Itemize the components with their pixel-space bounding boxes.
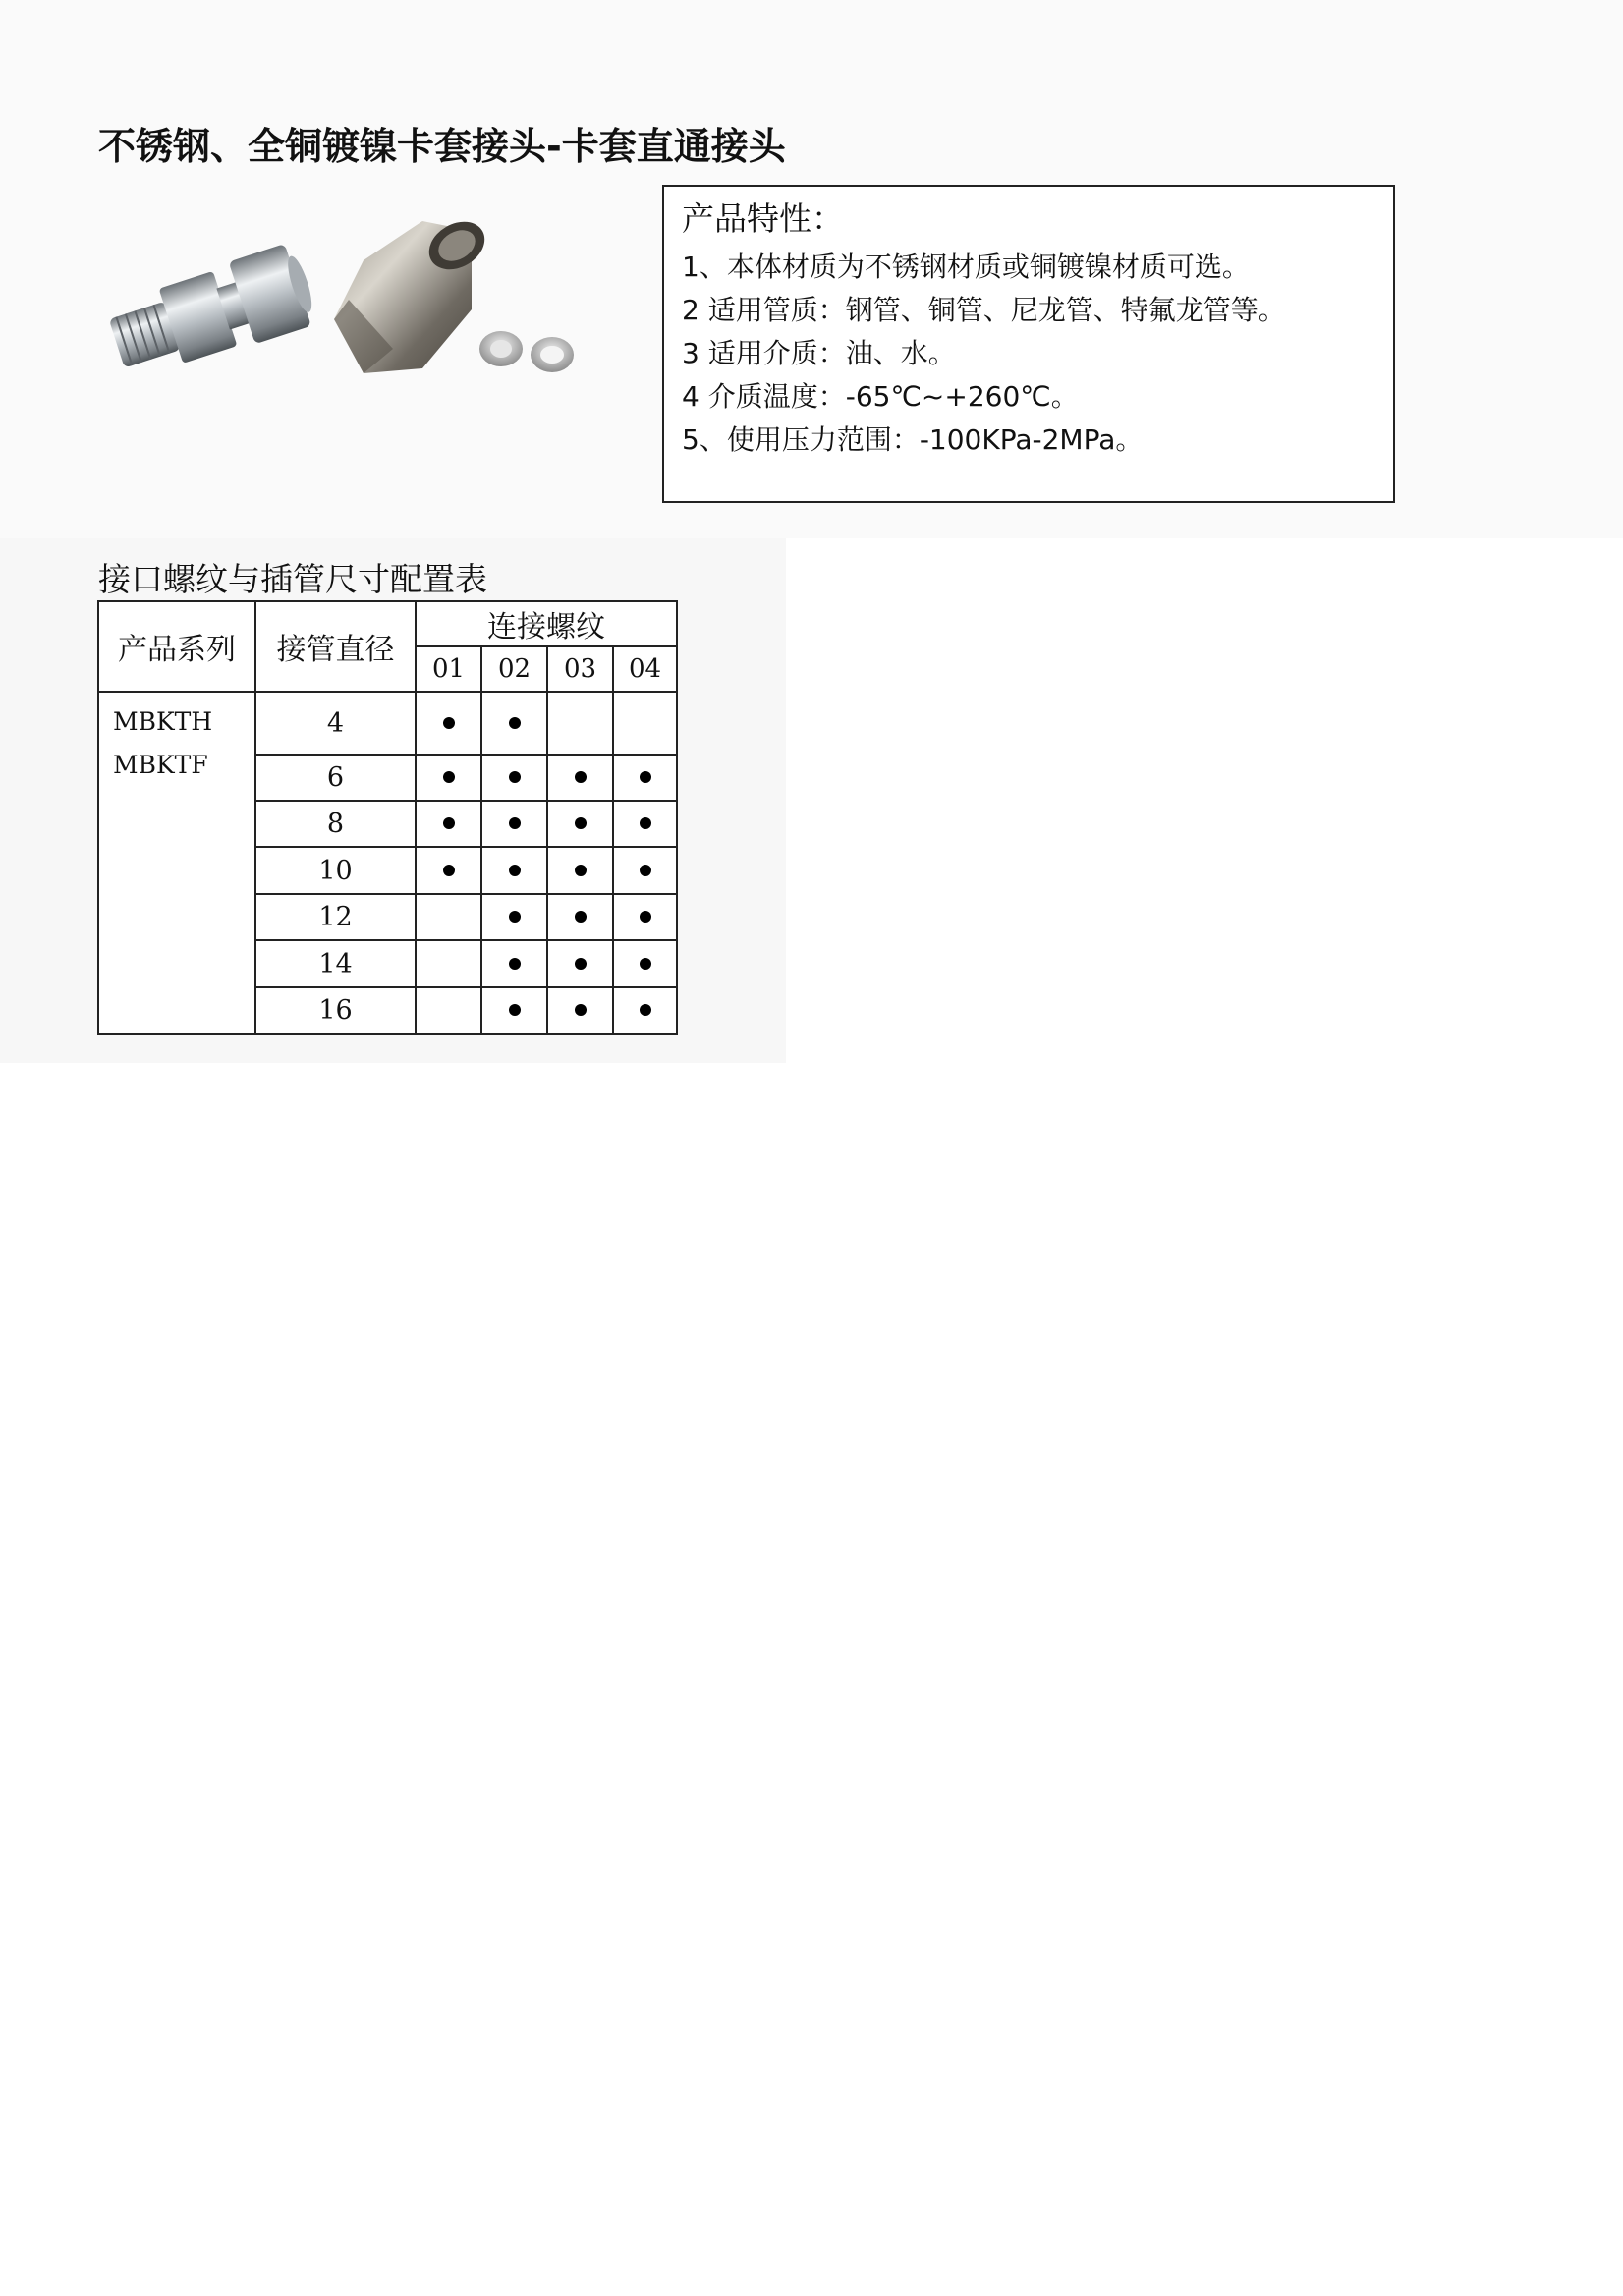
header-thread-code: 01 xyxy=(416,646,481,692)
availability-cell xyxy=(481,894,547,940)
availability-cell xyxy=(547,847,613,894)
availability-dot xyxy=(443,817,455,829)
availability-cell xyxy=(613,987,677,1034)
availability-dot xyxy=(509,958,521,970)
availability-cell xyxy=(416,692,481,755)
availability-cell xyxy=(613,940,677,987)
feature-item: 4 介质温度：-65℃~+260℃。 xyxy=(682,380,1079,413)
availability-cell xyxy=(547,894,613,940)
features-box xyxy=(662,185,1395,503)
header-diameter: 接管直径 xyxy=(255,601,416,692)
spec-table xyxy=(97,600,678,1035)
availability-dot xyxy=(640,911,651,923)
diameter-cell: 4 xyxy=(255,692,416,755)
availability-dot xyxy=(509,1004,521,1016)
header-thread-code: 02 xyxy=(481,646,547,692)
series-name: MBKTF xyxy=(113,751,208,779)
availability-cell xyxy=(547,940,613,987)
availability-dot xyxy=(443,865,455,876)
features-heading: 产品特性： xyxy=(682,199,844,238)
feature-item: 2 适用管质：钢管、铜管、尼龙管、特氟龙管等。 xyxy=(682,294,1286,326)
availability-dot xyxy=(575,911,587,923)
availability-cell xyxy=(613,847,677,894)
diameter-cell: 14 xyxy=(255,940,416,987)
feature-item: 1、本体材质为不锈钢材质或铜镀镍材质可选。 xyxy=(682,251,1250,283)
availability-dot xyxy=(640,1004,651,1016)
product-photo xyxy=(98,201,609,398)
availability-cell xyxy=(481,987,547,1034)
table-heading: 接口螺纹与插管尺寸配置表 xyxy=(98,560,487,598)
table-body xyxy=(98,692,677,1034)
availability-cell xyxy=(613,755,677,801)
availability-dot xyxy=(509,817,521,829)
availability-cell xyxy=(416,987,481,1034)
availability-cell xyxy=(416,801,481,847)
feature-item: 3 适用介质：油、水。 xyxy=(682,337,956,369)
availability-dot xyxy=(509,865,521,876)
availability-dot xyxy=(640,958,651,970)
availability-cell xyxy=(481,801,547,847)
availability-cell xyxy=(547,755,613,801)
availability-dot xyxy=(509,771,521,783)
availability-dot xyxy=(443,771,455,783)
availability-cell xyxy=(613,692,677,755)
availability-cell xyxy=(416,847,481,894)
availability-cell xyxy=(481,940,547,987)
diameter-cell: 6 xyxy=(255,755,416,801)
header-thread-code: 04 xyxy=(613,646,677,692)
availability-dot xyxy=(640,817,651,829)
nickel-fitting-image xyxy=(334,212,493,373)
availability-cell xyxy=(613,801,677,847)
table-row xyxy=(98,692,677,755)
header-series: 产品系列 xyxy=(98,601,255,692)
header-thread-code: 03 xyxy=(547,646,613,692)
availability-dot xyxy=(443,717,455,729)
availability-cell xyxy=(481,755,547,801)
availability-cell xyxy=(613,894,677,940)
availability-dot xyxy=(509,717,521,729)
series-cell xyxy=(98,692,255,1034)
diameter-cell: 10 xyxy=(255,847,416,894)
ferrule-rings-image xyxy=(479,331,574,372)
diameter-cell: 8 xyxy=(255,801,416,847)
page-title: 不锈钢、全铜镀镍卡套接头-卡套直通接头 xyxy=(98,125,786,168)
availability-cell xyxy=(547,692,613,755)
availability-cell xyxy=(416,940,481,987)
diameter-cell: 16 xyxy=(255,987,416,1034)
availability-dot xyxy=(640,865,651,876)
availability-dot xyxy=(509,911,521,923)
availability-cell xyxy=(481,847,547,894)
availability-dot xyxy=(575,817,587,829)
availability-dot xyxy=(575,958,587,970)
diameter-cell: 12 xyxy=(255,894,416,940)
availability-cell xyxy=(547,801,613,847)
availability-cell xyxy=(481,692,547,755)
straight-fitting-image xyxy=(103,241,320,385)
availability-dot xyxy=(575,865,587,876)
feature-item: 5、使用压力范围：-100KPa-2MPa。 xyxy=(682,423,1144,456)
series-name: MBKTH xyxy=(113,707,213,736)
header-thread: 连接螺纹 xyxy=(416,601,677,646)
availability-dot xyxy=(575,1004,587,1016)
availability-dot xyxy=(640,771,651,783)
availability-cell xyxy=(416,755,481,801)
availability-dot xyxy=(575,771,587,783)
availability-cell xyxy=(547,987,613,1034)
availability-cell xyxy=(416,894,481,940)
